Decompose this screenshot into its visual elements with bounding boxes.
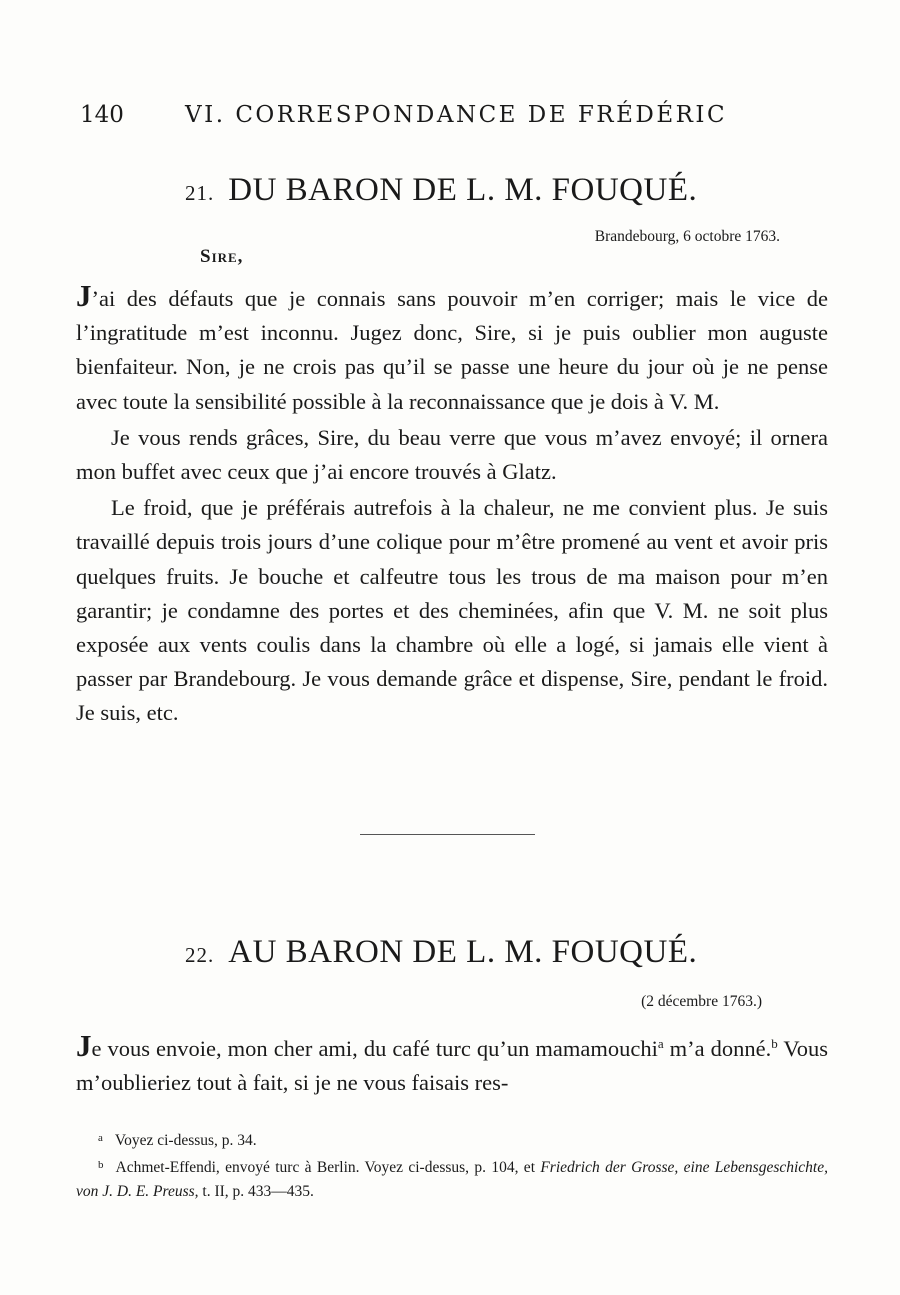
letter-22-heading bbox=[185, 932, 745, 975]
footnote-b-mark: b bbox=[98, 1159, 104, 1171]
letter-22-body bbox=[76, 1028, 828, 1102]
running-head bbox=[80, 100, 760, 130]
running-head-title: VI. CORRESPONDANCE DE FRÉDÉRIC bbox=[185, 102, 728, 128]
letter-21-heading bbox=[185, 170, 745, 213]
dropcap: J bbox=[76, 1028, 92, 1063]
paragraph-text: m’a donné. bbox=[663, 1036, 772, 1061]
letter-21-salutation: Sire, bbox=[200, 246, 244, 267]
letter-21-paragraph-1 bbox=[76, 278, 828, 419]
letter-21-body bbox=[76, 278, 828, 733]
letter-22-paragraph-1 bbox=[76, 1028, 828, 1100]
footnote-b-citation: Friedrich der Grosse, eine Lebensgeschichte, von J. D. E. Preuss, bbox=[76, 1159, 828, 1200]
footnote-a bbox=[76, 1126, 828, 1153]
paragraph-text: ’ai des défauts que je connais sans pouvoir m’en corriger; mais le vice de l’ingratitude m’est inconnu. Jugez donc, Sire, si je puis oublier mon auguste bienfaiteur. Non, je ne crois pas qu’il se passe une heure du jour où je ne pense avec toute la sensibilité possible à la reconnaissance que je dois à V. M. bbox=[76, 286, 828, 414]
footnote-mark-a[interactable]: a bbox=[657, 1036, 664, 1051]
page-number: 140 bbox=[80, 102, 124, 128]
letter-22-title: AU BARON DE L. M. FOUQUÉ. bbox=[228, 934, 698, 970]
letter-22-number: 22. bbox=[185, 943, 215, 967]
letter-21-number: 21. bbox=[185, 181, 215, 205]
footnote-mark-b[interactable]: b bbox=[771, 1036, 778, 1051]
letter-21-paragraph-2: Je vous rends grâces, Sire, du beau verre que vous m’avez envoyé; il ornera mon buffet avec ceux que j’ai encore trouvés à Glatz. bbox=[76, 424, 828, 485]
section-divider bbox=[360, 834, 535, 835]
footnote-a-mark: a bbox=[98, 1132, 103, 1144]
footnote-b-text: Achmet-Effendi, envoyé turc à Berlin. Voyez ci-dessus, p. 104, et bbox=[115, 1159, 541, 1176]
paragraph-text: e vous envoie, mon cher ami, du café turc qu’un mamamouchi bbox=[91, 1036, 658, 1061]
footnote-a-text: Voyez ci-dessus, p. 34. bbox=[114, 1132, 257, 1149]
letter-22-dateline: (2 décembre 1763.) bbox=[641, 993, 762, 1010]
dropcap: J bbox=[76, 278, 92, 313]
letter-21-dateline: Brandebourg, 6 octobre 1763. bbox=[594, 228, 780, 245]
paragraph-text: Vous m’oublieriez tout à fait, si je ne vous faisais res- bbox=[76, 1036, 828, 1096]
letter-21-title: DU BARON DE L. M. FOUQUÉ. bbox=[228, 172, 698, 208]
footnote-b bbox=[76, 1153, 828, 1204]
letter-21-paragraph-3: Le froid, que je préférais autrefois à la chaleur, ne me convient plus. Je suis travaillé depuis trois jours d’une colique pour m’être promené au vent et avoir pris quelques fruits. Je bouche et calfeutre tous les trous de ma maison pour m’en garantir; je condamne des portes et des cheminées, afin que V. M. ne soit plus exposée aux vents coulis dans la chambre où elle a logé, si jamais elle vient à passer par Brandebourg. Je vous demande grâce et dispense, Sire, pendant le froid. Je suis, etc. bbox=[76, 495, 828, 726]
footnotes bbox=[76, 1126, 828, 1204]
footnote-b-pages: t. II, p. 433—435. bbox=[198, 1183, 314, 1200]
